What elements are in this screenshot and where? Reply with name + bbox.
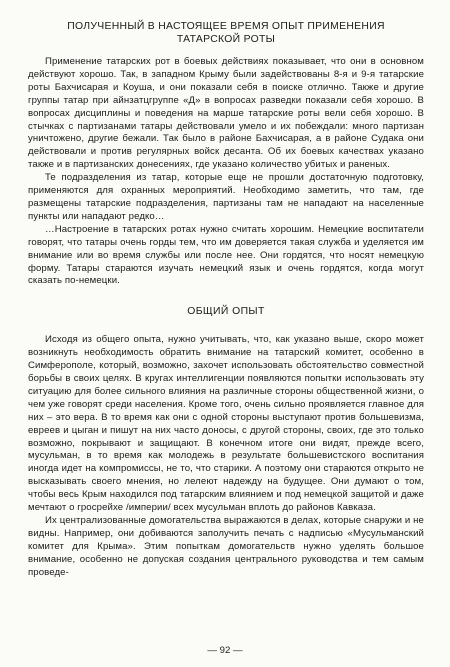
title-line-1: ПОЛУЧЕННЫЙ В НАСТОЯЩЕЕ ВРЕМЯ ОПЫТ ПРИМЕНЕНИЯ xyxy=(67,21,385,32)
paragraph: …Настроение в татарских ротах нужно считать хорошим. Немецкие воспитатели говорят, что татары очень горды тем, что им доверяется такая служба и уделяется им внимание или во время службы или после нее. Они гордятся, что носят немецкую форму. Татары стараются изучать немецкий язык и очень гордятся, когда могут сказать по-немецки. xyxy=(28,223,424,287)
title-line-2: ТАТАРСКОЙ РОТЫ xyxy=(176,34,276,45)
document-page xyxy=(28,20,424,580)
paragraph: Те подразделения из татар, которые еще не прошли достаточную подготовку, применяются для охранных мероприятий. Необходимо заметить, что там, где размещены татарские подразделения, партизаны там не нападают на населенные пункты или нападают редко… xyxy=(28,172,424,222)
paragraph: Исходя из общего опыта, нужно учитывать, что, как указано выше, скоро может возникнуть необходимость обратить внимание на татарский комитет, особенно в Симферополе, который, возможно, захочет использовать обстоятельство совместной борьбы в своих целях. В кругах интеллигенции появляются попытки использовать эту ситуацию для более сильного влияния на различные стороны общественной жизни, о чем уже говорят среди населения. Кроме того, очень сильно проявляется главное для них – это вера. В то время как они с одной стороны выступают против большевизма, евреев и цыган и пишут на них часто доносы, с другой стороны, своих, где это только возможно, покрывают и защищают. В конечном итоге они видят, прежде всего, мусульман, в то время как молодежь в результате большевистского воспитания иногда идет на компромиссы, не то, что старики. А поэтому они стараются открыто не высказывать своего мнения, но лелеют надежду на будущее. Они думают о том, чтобы весь Крым находился под татарским влиянием и под немецкой защитой и даже мечтают о гросрейхе /империи/ всех мусульман вплоть до районов Кавказа. xyxy=(28,334,424,514)
paragraph: Применение татарских рот в боевых действиях показывает, что они в основном действуют хорошо. Так, в западном Крыму были задействованы 8-я и 9-я татарские роты Бахчисарая и Коуша, и они показали себя в поиске отлично. Также и другие группы татар при айнзатцгруппе «Д» в вопросах разведки показали себя хорошо. В вопросах дисциплины и поведения на марше татарские роты вели себя хорошо. В стычках с партизанами татары действовали умело и их побеждали: много партизан уничтожено, другие бежали. Так было в районе Бахчисарая, а в районе Судака они действовали и против регулярных войск десанта. Об их боевых качествах указано также и в партизанских донесениях, где указано количество убитых и раненых. xyxy=(28,56,424,171)
document-title xyxy=(28,20,424,46)
paragraph: Их централизованные домогательства выражаются в делах, которые снаружи и не видны. Например, они добиваются заполучить печать с надписью «Мусульманский комитет для Крыма». Этим попыткам домогательств нужно уделять большое внимание, особенно не допуская создания центрального руководства и тем самым проведе- xyxy=(28,515,424,578)
page-number: — 92 — xyxy=(207,645,243,656)
section-heading: ОБЩИЙ ОПЫТ xyxy=(187,306,265,318)
